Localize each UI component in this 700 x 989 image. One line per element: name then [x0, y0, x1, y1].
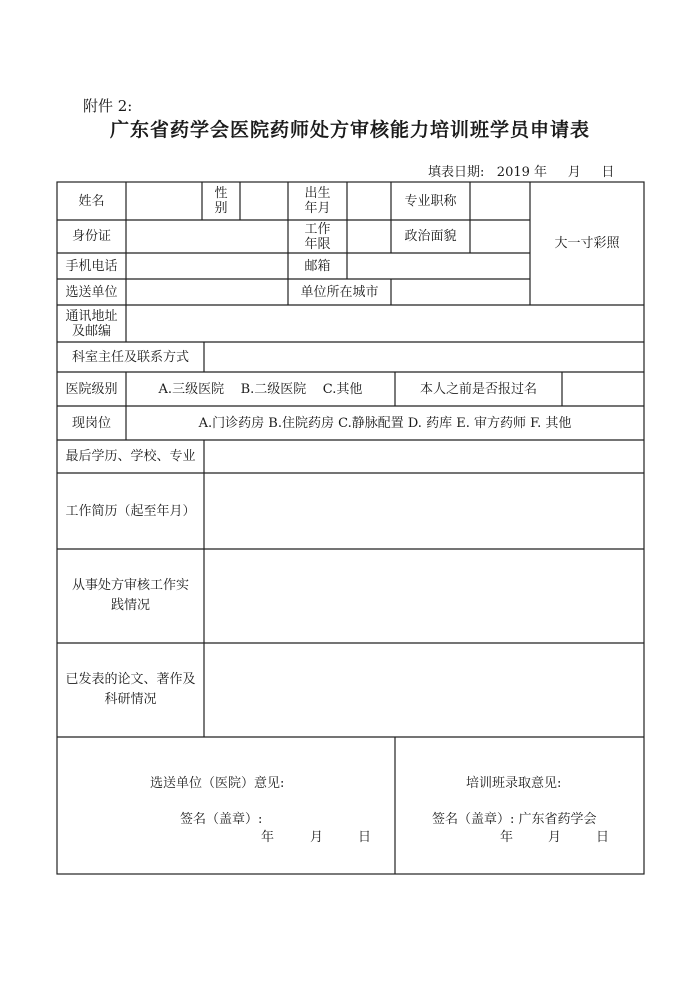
class-date-day: 日	[596, 830, 610, 845]
unit-date-year: 年	[261, 830, 275, 845]
unit-date-month: 月	[310, 830, 324, 845]
previously-registered-label: 本人之前是否报过名	[419, 381, 537, 397]
education-field[interactable]	[204, 440, 644, 473]
fill-date-label: 填表日期:	[428, 165, 485, 180]
previously-registered-field[interactable]	[562, 372, 644, 406]
position-options[interactable]: A.门诊药房 B.住院药房 C.静脉配置 D. 药库 E. 审方药师 F. 其他	[198, 415, 572, 431]
political-status-field[interactable]	[470, 220, 530, 253]
professional-title-label: 专业职称	[404, 193, 457, 209]
fill-date-day: 日	[601, 165, 615, 180]
attachment-label: 附件 2:	[83, 97, 133, 115]
work-resume-field[interactable]	[204, 473, 644, 549]
email-field[interactable]	[347, 253, 530, 279]
class-date-year: 年	[500, 830, 514, 845]
name-field[interactable]	[126, 182, 202, 220]
email-label: 邮箱	[304, 258, 331, 274]
fill-date-year: 2019 年	[496, 165, 548, 180]
gender-label: 性 别	[214, 186, 228, 216]
work-years-field[interactable]	[347, 220, 391, 253]
unit-label: 选送单位	[65, 284, 118, 300]
address-field[interactable]	[126, 305, 644, 342]
professional-title-field[interactable]	[470, 182, 530, 220]
unit-opinion-label: 选送单位（医院）意见:	[150, 776, 285, 791]
phone-label: 手机电话	[65, 258, 118, 274]
unit-city-field[interactable]	[391, 279, 530, 305]
gender-field[interactable]	[240, 182, 288, 220]
phone-field[interactable]	[126, 253, 288, 279]
hospital-level-label: 医院级别	[65, 381, 118, 397]
education-label: 最后学历、学校、专业	[65, 449, 196, 464]
director-contact-field[interactable]	[204, 342, 644, 372]
birth-field[interactable]	[347, 182, 391, 220]
review-practice-field[interactable]	[204, 549, 644, 643]
political-status-label: 政治面貌	[404, 229, 457, 244]
work-resume-label: 工作简历（起至年月）	[65, 503, 196, 519]
work-years-label: 工作 年限	[304, 221, 331, 252]
form-title: 广东省药学会医院药师处方审核能力培训班学员申请表	[109, 119, 590, 141]
fill-date-month: 月	[567, 165, 581, 180]
position-label: 现岗位	[71, 415, 111, 431]
hospital-level-options[interactable]: A.三级医院 B.二级医院 C.其他	[158, 381, 363, 397]
class-opinion-label: 培训班录取意见:	[466, 776, 562, 791]
birth-label: 出生 年月	[304, 186, 331, 216]
review-practice-label: 从事处方审核工作实 践情况	[71, 578, 189, 613]
publications-label: 已发表的论文、著作及 科研情况	[65, 672, 196, 707]
class-date-month: 月	[548, 830, 562, 845]
name-label: 姓名	[78, 193, 105, 209]
id-label: 身份证	[71, 229, 111, 244]
unit-signature-label: 签名（盖章）:	[180, 812, 263, 827]
address-label: 通讯地址 及邮编	[65, 308, 118, 339]
unit-field[interactable]	[126, 279, 288, 305]
publications-field[interactable]	[204, 643, 644, 737]
photo-area: 大一寸彩照	[554, 236, 620, 251]
director-contact-label: 科室主任及联系方式	[71, 349, 189, 365]
class-signature-label: 签名（盖章）: 广东省药学会	[432, 812, 597, 827]
id-field[interactable]	[126, 220, 288, 253]
unit-city-label: 单位所在城市	[300, 284, 379, 300]
unit-date-day: 日	[358, 830, 372, 845]
